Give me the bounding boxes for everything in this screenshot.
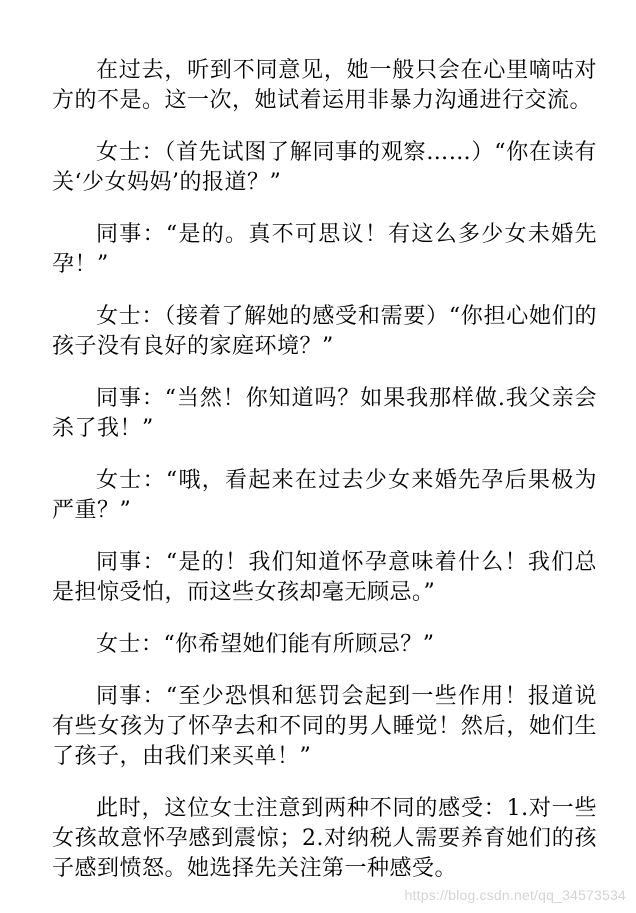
- document-body: [52, 56, 597, 906]
- paragraph-conclusion: 此时，这位女士注意到两种不同的感受：1.对一些女孩故意怀孕感到震惊；2.对纳税人需要养育她们的孩子感到愤怒。她选择先关注第一种感受。: [52, 796, 597, 881]
- paragraph-dialogue-6: 同事：“是的！我们知道怀孕意味着什么！我们总是担惊受怕，而这些女孩却毫无顾忌。”: [52, 550, 597, 605]
- paragraph-dialogue-3: 女士：（接着了解她的感受和需要）“你担心她们的孩子没有良好的家庭环境？”: [52, 304, 597, 359]
- paragraph-dialogue-5: 女士：“哦，看起来在过去少女来婚先孕后果极为严重？”: [52, 468, 597, 523]
- paragraph-dialogue-7: 女士：“你希望她们能有所顾忌？”: [96, 632, 435, 657]
- paragraph-dialogue-2: 同事：“是的。真不可思议！有这么多少女未婚先孕！”: [52, 222, 597, 277]
- paragraph-dialogue-1: 女士：（首先试图了解同事的观察……）“你在读有关‘少女妈妈’的报道？”: [52, 140, 597, 195]
- paragraph-dialogue-4: 同事：“当然！你知道吗？如果我那样做.我父亲会杀了我！”: [52, 386, 597, 441]
- watermark-url: https://blog.csdn.net/qq_34573534: [404, 887, 626, 903]
- paragraph-intro: 在过去，听到不同意见，她一般只会在心里嘀咕对方的不是。这一次，她试着运用非暴力沟通进行交流。: [52, 58, 597, 113]
- paragraph-dialogue-8: 同事：“至少恐惧和惩罚会起到一些作用！报道说有些女孩为了怀孕去和不同的男人睡觉！然后，她们生了孩子，由我们来买单！”: [52, 684, 597, 769]
